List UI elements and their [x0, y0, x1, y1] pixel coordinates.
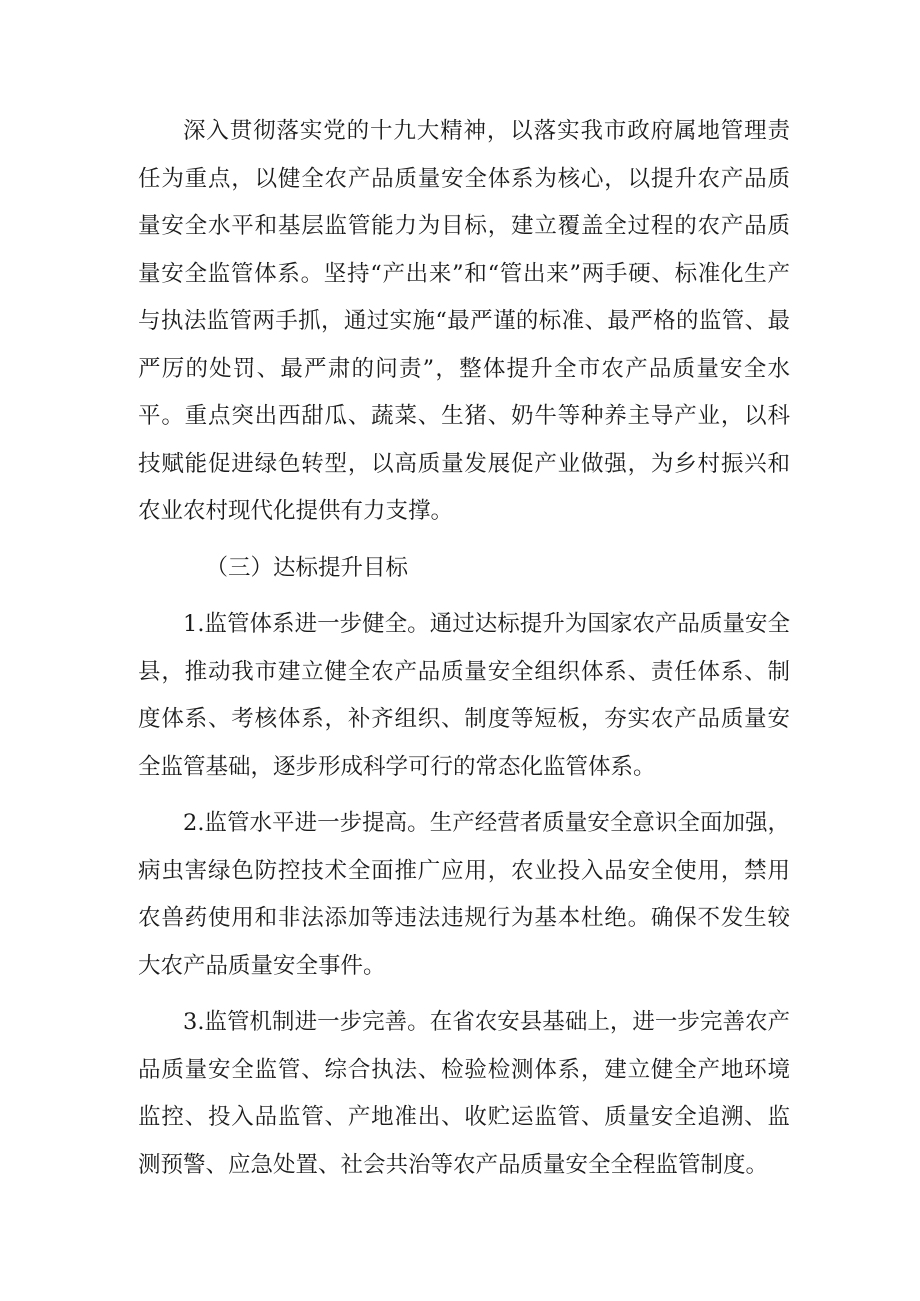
- paragraph-intro: 深入贯彻落实党的十九大精神，以落实我市政府属地管理责任为重点，以健全农产品质量安全体系为核心，以提升农产品质量安全水平和基层监管能力为目标，建立覆盖全过程的农产品质量安全监管体系。坚持“产出来”和“管出来”两手硬、标准化生产与执法监管两手抓，通过实施“最严谨的标准、最严格的监管、最严厉的处罚、最严肃的问责”，整体提升全市农产品质量安全水平。重点突出西甜瓜、蔬菜、生猪、奶牛等种养主导产业，以科技赋能促进绿色转型，以高质量发展促产业做强，为乡村振兴和农业农村现代化提供有力支撑。: [138, 118, 790, 524]
- section-heading: （三）达标提升目标: [205, 554, 409, 581]
- document-body: [138, 108, 790, 1198]
- paragraph-goal-1: 1.监管体系进一步健全。通过达标提升为国家农产品质量安全县，推动我市建立健全农产品质量安全组织体系、责任体系、制度体系、考核体系，补齐组织、制度等短板，夯实农产品质量安全监管基础，逐步形成科学可行的常态化监管体系。: [138, 611, 790, 780]
- paragraph-goal-2: 2.监管水平进一步提高。生产经营者质量安全意识全面加强，病虫害绿色防控技术全面推广应用，农业投入品安全使用，禁用农兽药使用和非法添加等违法违规行为基本杜绝。确保不发生较大农产品质量安全事件。: [138, 810, 790, 979]
- paragraph-goal-3: 3.监管机制进一步完善。在省农安县基础上，进一步完善农产品质量安全监管、综合执法、检验检测体系，建立健全产地环境监控、投入品监管、产地准出、收贮运监管、质量安全追溯、监测预警、应急处置、社会共治等农产品质量安全全程监管制度。: [138, 1009, 790, 1178]
